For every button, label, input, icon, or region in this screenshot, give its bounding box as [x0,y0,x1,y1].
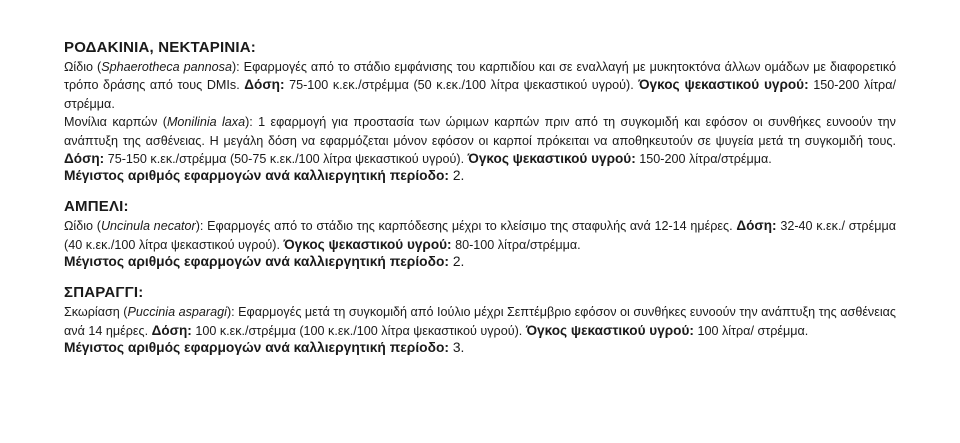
peach-monilinia-paragraph [64,113,896,168]
peach-p1-latin: Sphaerotheca pannosa [101,60,232,74]
vine-max-value: 2. [452,254,465,270]
asparagus-p1-latin: Puccinia asparagi [127,305,227,320]
vine-p1-latin: Uncinula necator [100,219,196,234]
peach-p1-dose-label: Δόση: [244,77,285,93]
vine-powdery-mildew-paragraph [64,217,896,254]
vine-p1-volume-label: Όγκος ψεκαστικού υγρού: [283,236,452,252]
vine-p1-intro: Ωίδιο ( [64,219,101,234]
asparagus-max-label: Μέγιστος αριθμός εφαρμογών ανά καλλιεργητική περίοδο: [64,340,449,356]
peach-p2-dose-label: Δόση: [64,151,105,167]
peach-p2-text: ): 1 εφαρμογή για προστασία των ώριμων καρπών πριν από τη συγκομιδή και εφόσον οι συνθήκες ευνοούν την ανάπτυξη της ασθένειας. Η μεγάλη δόση να εφαρμόζεται μόνον εφόσον οι καρποί πρόκειται να αποθηκευτούν σε ψυγεία μετά τη συγκομιδή τους. [64,115,896,148]
asparagus-p1-dose: 100 κ.εκ./στρέμμα (100 κ.εκ./100 λίτρα ψεκαστικού υγρού). [195,323,523,338]
peach-p2-volume-label: Όγκος ψεκαστικού υγρού: [467,151,636,167]
section-asparagus [64,283,896,355]
section-peach [64,38,896,183]
vine-max-applications [64,254,896,269]
peach-heading: ΡΟΔΑΚΙΝΙΑ, ΝΕΚΤΑΡΙΝΙΑ: [64,39,257,56]
peach-powdery-mildew-paragraph [64,58,896,113]
peach-p1-volume-label: Όγκος ψεκαστικού υγρού: [638,77,809,93]
peach-p1-text: ): Εφαρμογές από το στάδιο εμφάνισης του καρπιδίου και σε εναλλαγή με μυκητοκτόνα άλλων ομάδων με διαφορετικό τρόπο δράσης από τους DMIs. [64,60,897,93]
peach-p1-volume: 150-200 λίτρα/στρέμμα. [64,78,896,111]
vine-p1-dose-label: Δόση: [736,218,777,234]
asparagus-rust-paragraph [64,303,896,340]
vine-p1-text: ): Εφαρμογές από το στάδιο της καρπόδεσης μέχρι το κλείσιμο της σταφυλής ανά 12-14 ημέρες. [195,219,733,234]
section-vine [64,197,896,269]
peach-p2-volume: 150-200 λίτρα/στρέμμα. [639,152,772,167]
vine-p1-volume: 80-100 λίτρα/στρέμμα. [455,237,581,252]
peach-p1-intro: Ωίδιο ( [64,60,102,74]
vine-p1-dose: 32-40 κ.εκ./ στρέμμα (40 κ.εκ./100 λίτρα ψεκαστικού υγρού). [64,219,897,252]
asparagus-max-applications [64,340,896,355]
peach-p2-latin: Monilinia laxa [166,115,246,130]
vine-max-label: Μέγιστος αριθμός εφαρμογών ανά καλλιεργητική περίοδο: [64,254,449,270]
peach-max-applications [64,168,896,183]
asparagus-heading: ΣΠΑΡΑΓΓΙ: [64,284,144,302]
asparagus-p1-text: ): Εφαρμογές μετά τη συγκομιδή από Ιούλιο μέχρι Σεπτέμβριο εφόσον οι συνθήκες ευνοούν την ανάπτυξη της ασθένειας ανά 14 ημέρες. [64,305,896,338]
vine-heading: ΑΜΠΕΛΙ: [64,198,129,216]
peach-p1-dose: 75-100 κ.εκ./στρέμμα (50 κ.εκ./100 λίτρα ψεκαστικού υγρού). [289,78,634,93]
asparagus-p1-volume-label: Όγκος ψεκαστικού υγρού: [525,322,694,338]
peach-p2-intro: Μονίλια καρπών ( [64,115,167,130]
peach-max-label: Μέγιστος αριθμός εφαρμογών ανά καλλιεργητική περίοδο: [64,168,449,184]
asparagus-p1-dose-label: Δόση: [151,322,192,338]
peach-p2-dose: 75-150 κ.εκ./στρέμμα (50-75 κ.εκ./100 λίτρα ψεκαστικού υγρού). [107,152,465,167]
peach-max-value: 2. [452,168,465,184]
asparagus-max-value: 3. [452,340,465,356]
asparagus-p1-intro: Σκωρίαση ( [64,305,128,320]
asparagus-p1-volume: 100 λίτρα/ στρέμμα. [697,323,809,338]
